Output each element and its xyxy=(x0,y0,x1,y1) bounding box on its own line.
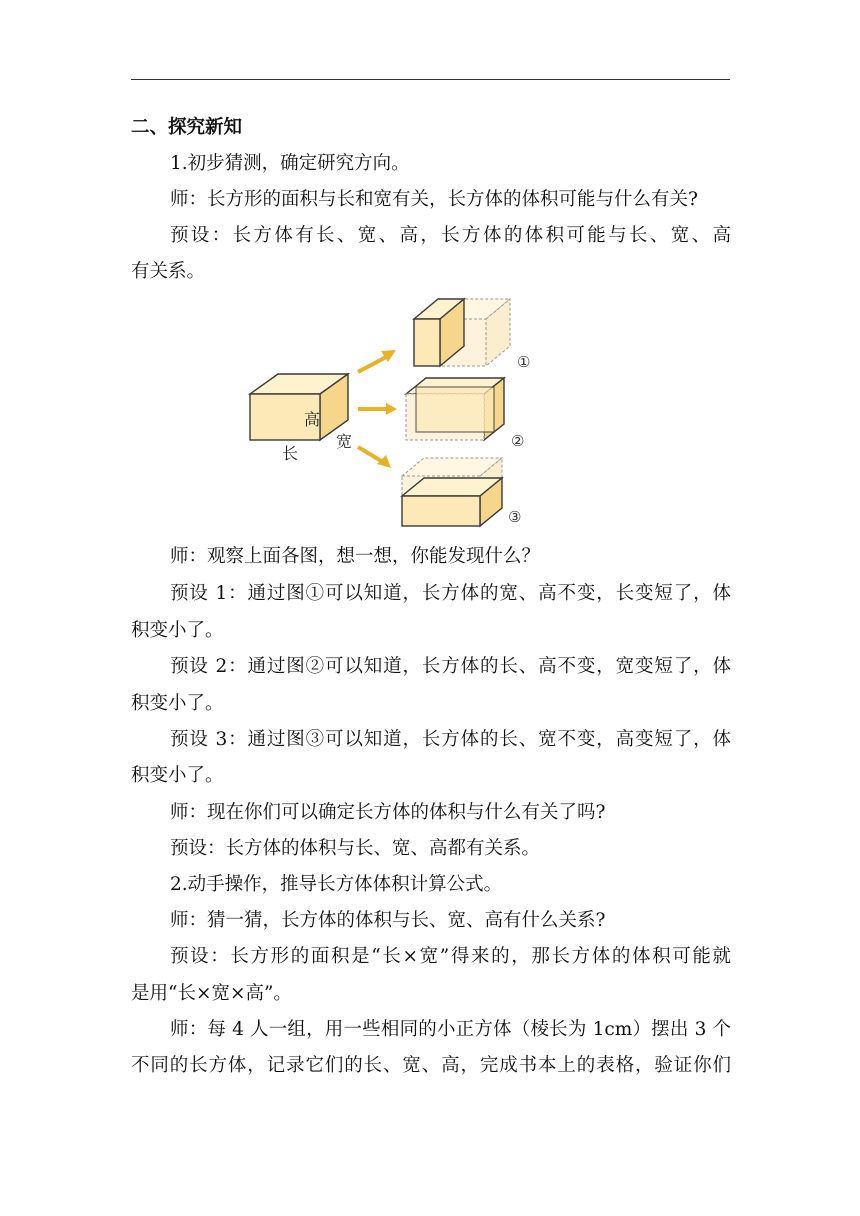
paragraph-line: 2.动手操作，推导长方体体积计算公式。 xyxy=(170,874,503,895)
paragraph-line: 预设：长方体的体积与长、宽、高都有关系。 xyxy=(170,838,541,859)
cuboid-3 xyxy=(402,458,521,526)
main-cuboid xyxy=(250,374,352,463)
paragraph-line: 预设：长方体有长、宽、高，长方体的体积可能与长、宽、高 xyxy=(170,225,731,246)
arrows xyxy=(358,350,397,468)
paragraph-line: 是用“长×宽×高”。 xyxy=(131,983,292,1004)
header-rule xyxy=(131,79,730,80)
paragraph-line: 师：每 4 人一组，用一些相同的小正方体（棱长为 1cm）摆出 3 个 xyxy=(170,1019,731,1040)
label-width: 宽 xyxy=(336,432,353,451)
cuboid-figure xyxy=(240,292,540,532)
paragraph-line: 预设 1：通过图①可以知道，长方体的宽、高不变，长变短了，体 xyxy=(170,583,731,604)
paragraph-line: 1.初步猜测，确定研究方向。 xyxy=(170,153,410,174)
marker-3: ③ xyxy=(508,508,522,526)
label-height: 高 xyxy=(304,410,321,429)
cuboid-1 xyxy=(414,299,530,371)
paragraph-line: 积变小了。 xyxy=(131,765,224,786)
paragraph-line: 师：观察上面各图，想一想，你能发现什么？ xyxy=(170,546,541,567)
paragraph-line: 师：长方形的面积与长和宽有关，长方体的体积可能与什么有关? xyxy=(170,189,698,210)
paragraph-line: 师：现在你们可以确定长方体的体积与什么有关了吗? xyxy=(170,802,606,823)
section-heading: 二、探究新知 xyxy=(131,117,243,138)
cuboid-2 xyxy=(406,378,524,450)
marker-1: ① xyxy=(517,353,531,371)
paragraph-line: 预设 2：通过图②可以知道，长方体的长、高不变，宽变短了，体 xyxy=(170,656,731,677)
paragraph-line: 有关系。 xyxy=(131,261,206,282)
paragraph-line: 积变小了。 xyxy=(131,693,224,714)
paragraph-line: 师：猜一猜，长方体的体积与长、宽、高有什么关系? xyxy=(170,910,606,931)
paragraph-line: 积变小了。 xyxy=(131,620,224,641)
label-length: 长 xyxy=(282,444,299,463)
paragraph-line: 不同的长方体，记录它们的长、宽、高，完成书本上的表格，验证你们 xyxy=(131,1055,731,1076)
marker-2: ② xyxy=(511,432,525,450)
paragraph-line: 预设 3：通过图③可以知道，长方体的长、宽不变，高变短了，体 xyxy=(170,729,731,750)
paragraph-line: 预设：长方形的面积是“长×宽”得来的，那长方体的体积可能就 xyxy=(170,946,731,967)
